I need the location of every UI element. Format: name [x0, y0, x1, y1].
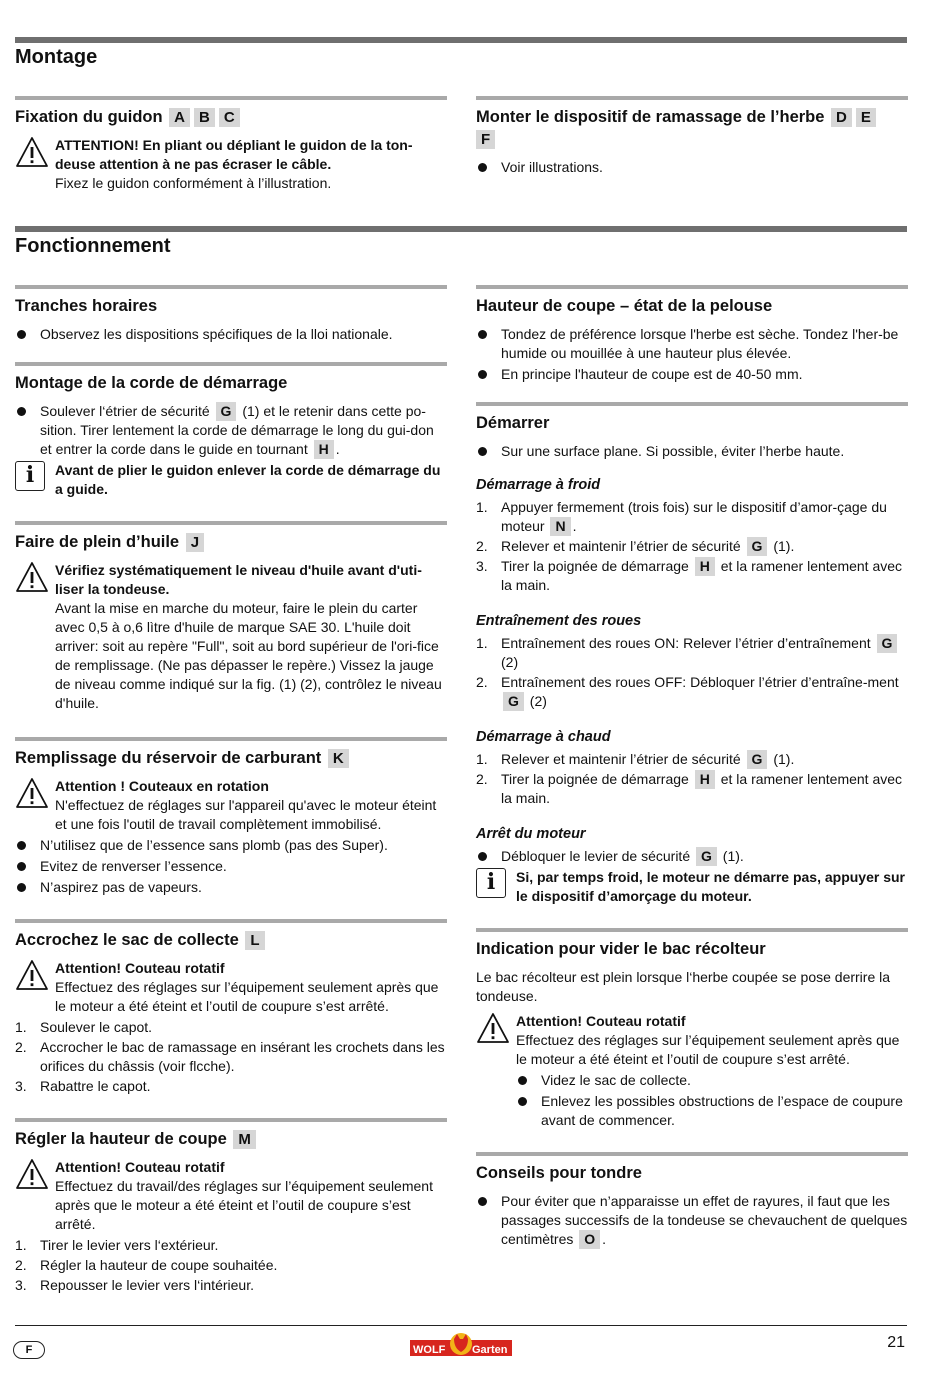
step-text: et la ramener lentement avec la main. [501, 771, 903, 806]
warning-block [15, 777, 447, 834]
subsection-rule [476, 928, 908, 932]
subsection-rule [15, 362, 447, 366]
info-icon: i [15, 461, 45, 491]
carburant-section [15, 737, 447, 897]
list-item: Videz le sac de collecte. [516, 1071, 908, 1090]
ref-box: G [747, 750, 768, 769]
warning-icon [15, 777, 49, 809]
list-item: 2. Entraînement des roues OFF: Débloquer l’étrier d’entraîne-ment G (2) [476, 674, 899, 709]
warning-block [476, 1012, 908, 1130]
logo-text-left: WOLF [413, 1344, 446, 1356]
warning-bold: Vérifiez systématiquement le niveau d'huile avant d'uti-liser la tondeuse. [55, 562, 422, 597]
info-text: Avant de plier le guidon enlever la corde de démarrage du a guide. [55, 462, 441, 497]
ref-box: N [550, 517, 570, 536]
wolf-garten-logo [410, 1332, 512, 1358]
info-block [15, 461, 447, 499]
list-item: Observez les dispositions spécifiques de la lloi nationale. [15, 325, 447, 344]
warning-block [15, 136, 447, 193]
ref-box: C [219, 108, 240, 127]
text: (1). [722, 848, 744, 864]
list-item: Voir illustrations. [476, 158, 908, 177]
list-item: 3. Repousser le levier vers l‘intérieur. [15, 1277, 254, 1293]
section-title-fonctionnement: Fonctionnement [15, 235, 171, 257]
subsection-rule [15, 96, 447, 100]
conseils-section [476, 1152, 908, 1249]
ramassage-title-text: Monter le dispositif de ramassage de l’herbe [476, 108, 825, 126]
warning-bold: ATTENTION! En pliant ou dépliant le guidon de la ton-deuse attention à ne pas écraser le câble. [55, 137, 413, 172]
fixation-section [15, 96, 447, 195]
ref-box: G [503, 692, 524, 711]
step-text: Soulever le capot. [40, 1019, 153, 1035]
ref-box: G [216, 402, 237, 421]
list-item [476, 847, 908, 866]
list-item: Sur une surface plane. Si possible, éviter l’herbe haute. [476, 442, 908, 461]
ref-box: D [831, 108, 852, 127]
step-text: Relever et maintenir l’étrier de sécurité [501, 538, 741, 554]
sac-title-text: Accrochez le sac de collecte [15, 931, 239, 949]
ref-box: J [186, 533, 204, 552]
roues-title: Entraînement des roues [476, 613, 642, 629]
fixation-title-text: Fixation du guidon [15, 108, 163, 126]
list-item: 1. Soulever le capot. [15, 1019, 153, 1035]
warning-bold: Attention! Couteau rotatif [55, 1159, 225, 1175]
warning-icon [15, 561, 49, 593]
section-rule [15, 37, 907, 43]
list-item: 2. Tirer la poignée de démarrage H et la ramener lentement avec la main. [476, 771, 903, 806]
step-text: Repousser le levier vers l‘intérieur. [40, 1277, 254, 1293]
ref-box: A [169, 108, 190, 127]
list-item: Tondez de préférence lorsque l'herbe est sèche. Tondez l'her-be humide ou mouillée à une hauteur plus élevée. [476, 325, 908, 363]
tranches-section [15, 285, 447, 344]
warning-icon [15, 959, 49, 991]
subsection-rule [15, 285, 447, 289]
step-text: Entraînement des roues ON: Relever l’étrier d’entraînement [501, 635, 871, 651]
warning-bold: Attention ! Couteaux en rotation [55, 778, 269, 794]
corde-section [15, 362, 447, 499]
huile-title-text: Faire de plein d’huile [15, 533, 180, 551]
step-text: (2) [529, 693, 547, 709]
demarrer-title: Démarrer [476, 414, 550, 432]
list-item: 1. Tirer le levier vers l‘extérieur. [15, 1237, 219, 1253]
sac-title [15, 929, 447, 951]
step-text: et la ramener lentement avec la main. [501, 558, 903, 593]
ref-box: B [194, 108, 215, 127]
warning-bold: Attention! Couteau rotatif [55, 960, 225, 976]
section-title-montage: Montage [15, 46, 98, 68]
carburant-title-text: Remplissage du réservoir de carburant [15, 749, 322, 767]
list-item: Enlevez les possibles obstructions de l’espace de coupure avant de commencer. [516, 1092, 908, 1130]
subsection-rule [15, 1118, 447, 1122]
language-badge: F [13, 1341, 45, 1359]
ramassage-title [476, 106, 908, 150]
ref-box: K [328, 749, 349, 768]
subsection-rule [476, 1152, 908, 1156]
ref-box: L [245, 931, 264, 950]
ref-box: G [877, 634, 898, 653]
step-text: Accrocher le bac de ramassage en insérant les crochets dans les orifices du châssis (voir flcche). [40, 1039, 445, 1074]
warning-text: Effectuez des réglages sur l’équipement seulement après que le moteur a été éteint et l’outil de coupure s’est arrêté. [516, 1032, 900, 1067]
subsection-rule [15, 919, 447, 923]
regler-title-text: Régler la hauteur de coupe [15, 1130, 227, 1148]
list-item: 2. Relever et maintenir l’étrier de sécurité G (1). [476, 538, 795, 554]
right-column [476, 285, 908, 1251]
sac-section [15, 919, 447, 1096]
warning-block [15, 959, 447, 1016]
footer-rule [15, 1325, 907, 1326]
ref-box: G [747, 537, 768, 556]
step-text: (1). [773, 538, 795, 554]
step-text: Tirer le levier vers l‘extérieur. [40, 1237, 219, 1253]
fixation-title [15, 106, 447, 128]
ref-box: M [233, 1130, 256, 1149]
list-item: En principe l'hauteur de coupe est de 40-50 mm. [476, 365, 908, 384]
ramassage-section [476, 96, 908, 179]
list-item: 3. Rabattre le capot. [15, 1078, 151, 1094]
vider-title: Indication pour vider le bac récolteur [476, 940, 766, 958]
corde-title: Montage de la corde de démarrage [15, 374, 288, 392]
subsection-rule [15, 737, 447, 741]
tranches-title: Tranches horaires [15, 297, 158, 315]
text: Soulever l‘étrier de sécurité [40, 403, 210, 419]
subsection-rule [476, 402, 908, 406]
warning-bold: Attention! Couteau rotatif [516, 1013, 686, 1029]
huile-title [15, 531, 447, 553]
ref-box: F [476, 130, 495, 149]
list-item [15, 402, 447, 459]
conseils-title: Conseils pour tondre [476, 1164, 642, 1182]
list-item: N’utilisez que de l’essence sans plomb (pas des Super). [15, 836, 447, 855]
list-item: 1. Appuyer fermement (trois fois) sur le dispositif d’amor-çage du moteur N . [476, 499, 887, 534]
text: Pour éviter que n’apparaisse un effet de rayures, il faut que les passages successifs de la tondeuse se chevauchent de quelques centimètres [501, 1193, 908, 1247]
ref-box: H [314, 440, 334, 459]
warning-block [15, 561, 447, 713]
list-item: Evitez de renverser l’essence. [15, 857, 447, 876]
froid-title: Démarrage à froid [476, 477, 601, 493]
step-text: . [572, 518, 577, 534]
list-item: 2. Régler la hauteur de coupe souhaitée. [15, 1257, 278, 1273]
left-column [15, 285, 447, 1296]
list-item: 1. Entraînement des roues ON: Relever l’étrier d’entraînement G (2) [476, 634, 908, 672]
section-rule [15, 226, 907, 232]
regler-section [15, 1118, 447, 1295]
step-text: (2) [501, 654, 519, 670]
logo-text-right: Garten [472, 1344, 508, 1356]
info-block [476, 868, 908, 906]
ref-box: G [696, 847, 717, 866]
text: . [602, 1231, 607, 1247]
step-text: (1). [773, 751, 795, 767]
step-text: Appuyer fermement (trois fois) sur le dispositif d’amor-çage du moteur [501, 499, 887, 534]
hauteur-etat-section [476, 285, 908, 384]
carburant-title [15, 747, 447, 769]
text: Débloquer le levier de sécurité [501, 848, 691, 864]
subsection-rule [476, 285, 908, 289]
chaud-title: Démarrage à chaud [476, 729, 611, 745]
warning-icon [476, 1012, 510, 1044]
list-item: 3. Tirer la poignée de démarrage H et la ramener lentement avec la main. [476, 558, 903, 593]
step-text: Entraînement des roues OFF: Débloquer l’étrier d’entraîne-ment [501, 674, 899, 690]
step-text: Relever et maintenir l’étrier de sécurité [501, 751, 741, 767]
ref-box: E [856, 108, 876, 127]
info-text: Si, par temps froid, le moteur ne démarre pas, appuyer sur le dispositif d’amorçage du moteur. [516, 869, 906, 904]
text: (1) et le retenir dans cette po-sition. Tirer lentement la corde de démarrage le long du gui-don et entrer la corde dans le guide en tournant [40, 403, 434, 457]
list-item [476, 1192, 908, 1249]
hauteur-etat-title: Hauteur de coupe – état de la pelouse [476, 297, 773, 315]
list-item: N’aspirez pas de vapeurs. [15, 878, 447, 897]
info-icon: i [476, 868, 506, 898]
text: . [335, 441, 340, 457]
demarrer-section [476, 402, 908, 906]
arret-title: Arrêt du moteur [476, 826, 586, 842]
step-text: Rabattre le capot. [40, 1078, 151, 1094]
warning-text: Avant la mise en marche du moteur, faire le plein du carter avec 0,5 à o,6 lìtre d'huile de marque SAE 30. L'huile doit arriver: soit au repère "Full", soit au bord supérieur de l'ori-fice de remplissage. (Ne pas dépasser le repère.) Vissez la jauge de niveau comme indiqué sur la fig. (1) (2), contrôlez le niveau d'huile. [55, 600, 442, 711]
warning-text: Effectuez des réglages sur l’équipement seulement après que le moteur a été éteint et l’outil de coupure s’est arrêté. [55, 979, 439, 1014]
warning-icon [15, 1158, 49, 1190]
step-text: Tirer la poignée de démarrage [501, 558, 689, 574]
huile-section [15, 521, 447, 713]
list-item: 1. Relever et maintenir l’étrier de sécurité G (1). [476, 751, 795, 767]
list-item: 2. Accrocher le bac de ramassage en insérant les crochets dans les orifices du châssis (voir flcche). [15, 1039, 445, 1074]
subsection-rule [15, 521, 447, 525]
warning-text: Effectuez du travail/des réglages sur l’équipement seulement après que le moteur a été éteint et l’outil de coupure s’est arrêté. [55, 1178, 433, 1232]
warning-block [15, 1158, 447, 1234]
warning-text: N'effectuez de réglages sur l'appareil qu'avec le moteur éteint et une fois l'outil de travail complètement immobilisé. [55, 797, 437, 832]
warning-text: Fixez le guidon conformément à l’illustration. [55, 175, 332, 191]
vider-section [476, 928, 908, 1130]
ref-box: H [695, 770, 715, 789]
vider-text: Le bac récolteur est plein lorsque l‘herbe coupée se pose derrire la tondeuse. [476, 969, 891, 1004]
step-text: Régler la hauteur de coupe souhaitée. [40, 1257, 278, 1273]
regler-title [15, 1128, 447, 1150]
page-number: 21 [887, 1334, 905, 1351]
ref-box: O [579, 1230, 600, 1249]
ref-box: H [695, 557, 715, 576]
subsection-rule [476, 96, 908, 100]
step-text: Tirer la poignée de démarrage [501, 771, 689, 787]
warning-icon [15, 136, 49, 168]
